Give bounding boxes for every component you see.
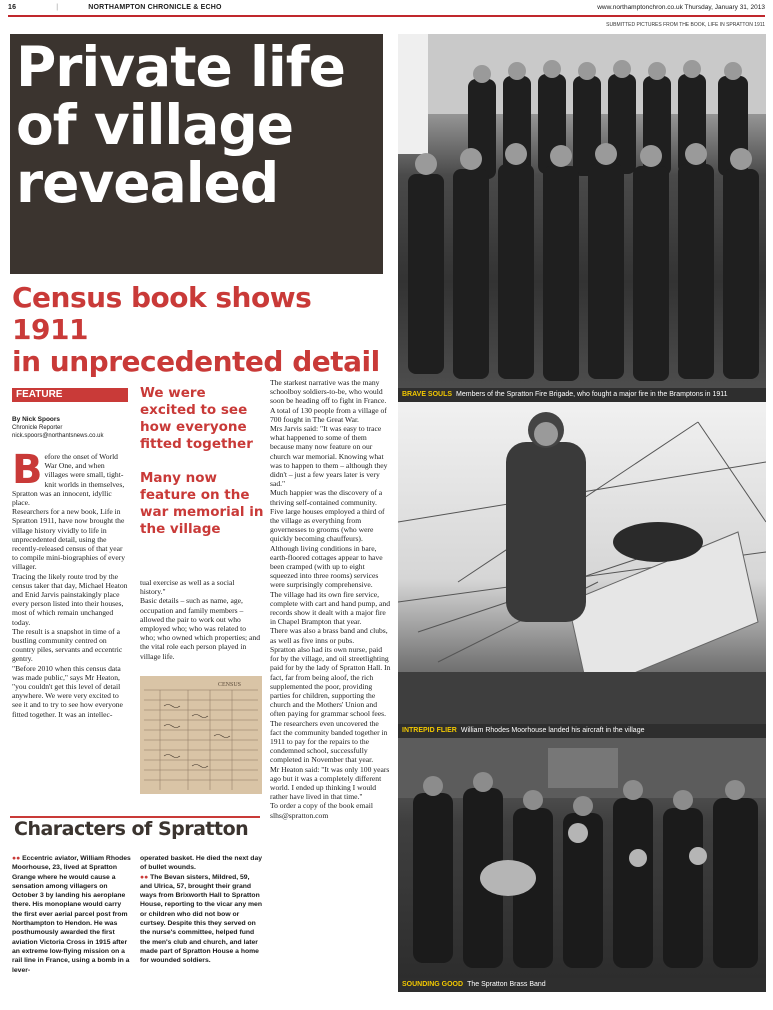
photo-caption <box>398 388 766 402</box>
paragraph: The result is a snapshot in time of a bustling community centred on country piles, servants and eccentric gentry. <box>12 626 123 664</box>
paragraph: Tracing the likely route trod by the census taker that day, Michael Heaton and Enid Jarvis painstakingly place every person listed into their houses, most of which remain unchanged today. <box>12 571 128 627</box>
census-document-image <box>140 676 262 794</box>
article-column-1 <box>12 447 130 719</box>
caption-label: SOUNDING GOOD <box>402 981 464 988</box>
headline <box>16 35 381 215</box>
paragraph: Researchers for a new book, Life in Spratton 1911, have now brought the village history vividly to life in unprecedented detail, using the recently-released census of that year to compile mini-biographies of every villager. <box>12 507 126 572</box>
byline-role: Chronicle Reporter <box>12 425 63 431</box>
brass-band-photo <box>398 738 766 978</box>
paragraph: The starkest narrative was the many schoolboy soldiers-to-be, who would soon be heading off to fight in France. <box>270 378 387 406</box>
byline-name: By Nick Spoors <box>12 416 61 423</box>
paragraph: Mr Heaton said: "It was only 100 years ago but it was a completely different world. I ended up thinking I would rather have lived in that time." <box>270 764 390 802</box>
photo-caption <box>398 724 766 738</box>
caption-label: BRAVE SOULS <box>402 391 453 398</box>
census-sheet-graphic <box>140 676 262 794</box>
paragraph: Mrs Jarvis said: "It was easy to trace what happened to some of them because many now feature on our church war memorial. Knowing what was to happen to them – although they didn't – just a few years later is very sad." <box>270 424 388 489</box>
fire-brigade-photo <box>398 34 766 388</box>
bullet-icon: ●● <box>140 873 149 881</box>
character-text: Eccentric aviator, William Rhodes Moorhouse, 23, lived at Spratton Grange where he would cause a sensation among villagers on October 3 by landing his aeroplane there. His monoplane would carry the first ever aerial parcel post from Northampton to Hendon. He was posthumously awarded the first aviation Victoria Cross in 1915 after an extreme low-flying mission on a rail line in France, using a bomb in a lever- <box>12 855 131 974</box>
subheadline-line: Census book shows 1911 <box>12 281 312 346</box>
paragraph: The village had its own fire service, complete with cart and hand pump, and records show it dealt with a major fire in Chapel Brampton that year. <box>270 589 390 627</box>
publication-name: NORTHAMPTON CHRONICLE & ECHO <box>88 4 222 11</box>
article-column-2 <box>140 578 260 661</box>
bullet-icon: ●● <box>12 855 21 862</box>
article-column-3 <box>270 378 392 820</box>
pull-quote: Many now feature on the war memorial in the village <box>140 470 264 537</box>
subheadline <box>12 282 387 378</box>
subheadline-line: in unprecedented detail <box>12 345 380 378</box>
aviator-photo-graphic <box>398 402 766 724</box>
headline-line: revealed <box>16 151 279 215</box>
caption-text: The Spratton Brass Band <box>467 981 546 988</box>
caption-label: INTREPID FLIER <box>402 727 457 734</box>
paragraph: tual exercise as well as a social history." <box>140 578 235 597</box>
byline-email: nick.spoors@northantsnews.co.uk <box>12 433 104 439</box>
fire-brigade-photo-graphic <box>398 34 766 388</box>
drop-cap: B <box>12 447 43 493</box>
paragraph: Basic details – such as name, age, occupation and family members – allowed the pair to work out who employed who; who was related to who; who owned which properties; and the vital role each person played in village life. <box>140 596 260 661</box>
picture-credit: SUBMITTED PICTURES FROM THE BOOK, LIFE IN SPRATTON 1911 <box>606 22 765 28</box>
character-text: operated basket. He died the next day of bullet wounds. <box>140 855 263 872</box>
caption-text: Members of the Spratton Fire Brigade, who fought a major fire in the Bramptons in 1911 <box>456 391 728 398</box>
page-header: 16 | NORTHAMPTON CHRONICLE & ECHO <box>8 4 222 11</box>
byline <box>12 416 132 440</box>
paragraph: "Before 2010 when this census data was made public," says Mr Heaton, "you couldn't get this level of detail anywhere. We were very excited to see it and to try to see how everyone fitted together. It was an intellec- <box>12 663 123 719</box>
paragraph: There was also a brass band and clubs, as well as five inns or pubs. <box>270 626 388 645</box>
headline-line: of village <box>16 93 294 157</box>
paragraph: Spratton also had its own nurse, paid for by the village, and oil streetlighting paid for by the lady of Spratton Hall. In fact, far from being aloof, the rich supplemented the poor, providing parties for children, supporting the church and the Mothers' Union and often paying for grammar school fees. <box>270 644 391 719</box>
characters-title: Characters of Spratton <box>14 818 249 840</box>
character-text: The Bevan sisters, Mildred, 59, and Ulrica, 57, brought their grand ways from Brixworth Hall to Spratton House, reporting to the vicar any men or children who did not bow or curtsey. Despite this they served on the nurse's committee, helped fund the men's club and church, and later made part of Spratton House a home for wounded soldiers. <box>140 873 262 965</box>
aviator-photo <box>398 402 766 724</box>
pull-quote: We were excited to see how everyone fitted together <box>140 385 253 452</box>
paragraph: The researchers even uncovered the fact the community banded together in 1911 to pay for the repairs to the condemned school, successfully completed in November that year. <box>270 718 388 765</box>
brass-band-photo-graphic <box>398 738 766 978</box>
header-rule <box>8 15 765 17</box>
paragraph: Much happier was the discovery of a thriving self-contained community. <box>270 488 383 507</box>
paragraph: efore the onset of World War One, and when villages were small, tight-knit worlds in themselves, Spratton was an innocent, idyllic place. <box>12 452 125 508</box>
caption-text: William Rhodes Moorhouse landed his aircraft in the village <box>460 727 645 734</box>
website-date: www.northamptonchron.co.uk Thursday, January 31, 2013 <box>597 4 765 11</box>
feature-label: FEATURE <box>16 389 63 400</box>
paragraph: To order a copy of the book email slhs@spratton.com <box>270 801 374 820</box>
paragraph: Five large houses employed a third of the village as everything from governesses to grooms (who were quickly becoming chauffeurs). <box>270 506 385 544</box>
character-entry <box>12 854 132 975</box>
paragraph: A total of 130 people from a village of 700 fought in The Great War. <box>270 405 387 424</box>
paragraph: Although living conditions in bare, earth-floored cottages appear to have been cramped (with up to eight squeezed into three rooms) services were surprisingly comprehensive. <box>270 543 383 590</box>
census-sheet-title: CENSUS <box>218 682 242 688</box>
headline-line: Private life <box>16 35 345 99</box>
character-entry <box>140 854 262 966</box>
page-number: 16 <box>8 4 17 11</box>
photo-caption <box>398 978 766 992</box>
